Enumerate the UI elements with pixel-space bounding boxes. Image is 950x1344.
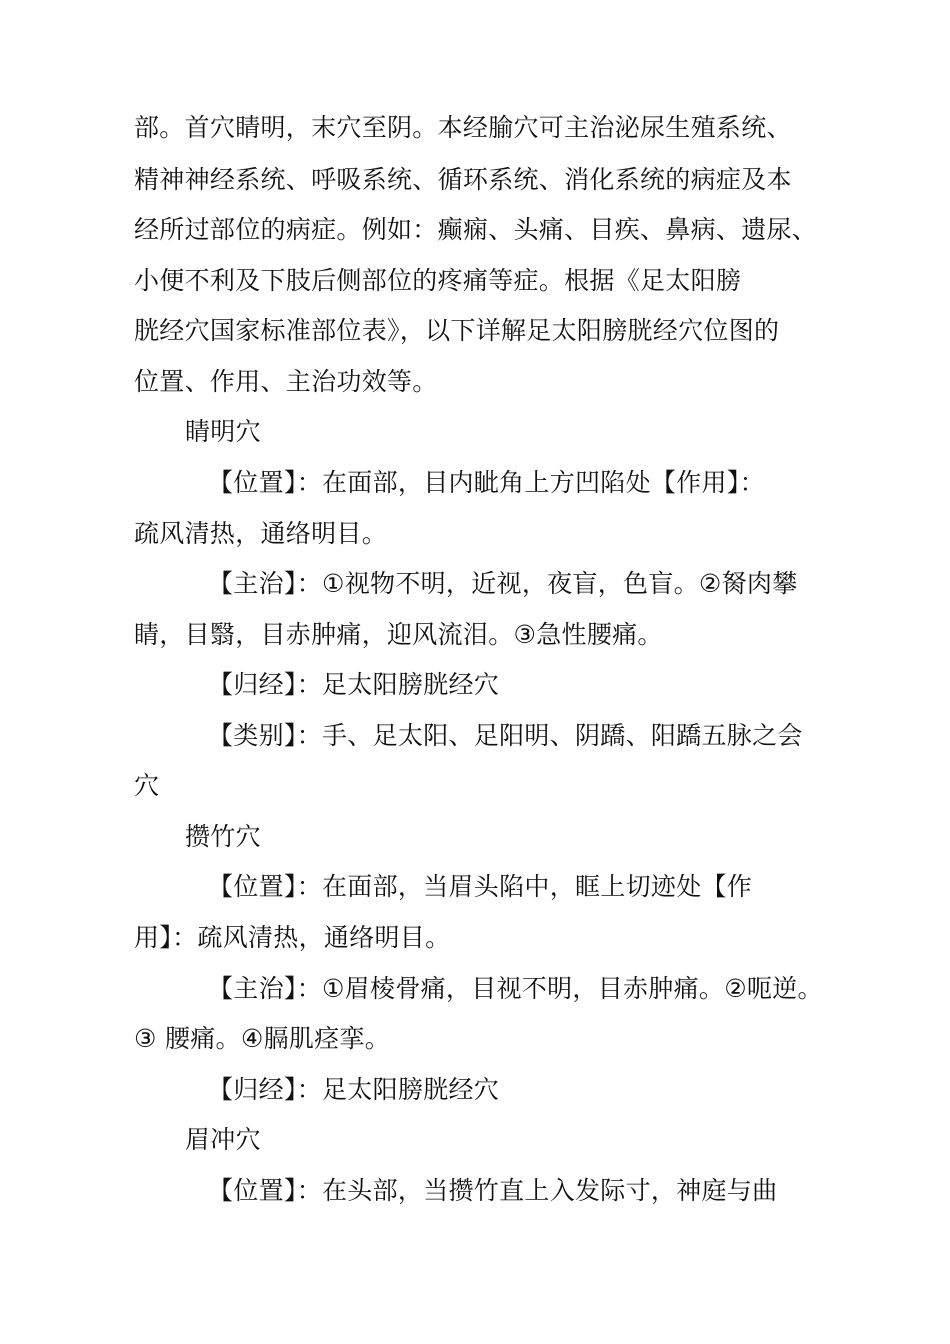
text-line: 【位置】：在头部，当攒竹直上入发际寸，神庭与曲 — [208, 1176, 778, 1205]
acupoint-heading: 眉冲穴 — [185, 1125, 261, 1154]
text-line: 【主治】：①视物不明，近视，夜盲，色盲。②胬肉攀 — [208, 569, 798, 598]
text-line: 经所过部位的病症。例如：癫痫、头痛、目疾、鼻病、遗尿、 — [134, 215, 818, 244]
text-line: 用】：疏风清热，通络明目。 — [134, 923, 451, 952]
text-line: 穴 — [134, 771, 160, 800]
text-line: 胱经穴国家标准部位表》，以下详解足太阳膀胱经穴位图的 — [134, 316, 780, 345]
text-line: 【归经】：足太阳膀胱经穴 — [208, 670, 500, 699]
text-line: 【类别】：手、足太阳、足阳明、阴蹻、阳蹻五脉之会 — [208, 721, 803, 750]
text-line: 【位置】：在面部，目内眦角上方凹陷处【作用】： — [208, 468, 765, 497]
text-line: 睛，目翳，目赤肿痛，迎风流泪。③急性腰痛。 — [134, 620, 663, 649]
text-line: 部。首穴睛明，末穴至阴。本经腧穴可主治泌尿生殖系统、 — [134, 113, 792, 142]
text-line: 【归经】：足太阳膀胱经穴 — [208, 1075, 500, 1104]
acupoint-heading: 攒竹穴 — [185, 822, 261, 851]
text-line: 小便不利及下肢后侧部位的疼痛等症。根据《足太阳膀 — [134, 266, 742, 295]
text-line: 【位置】：在面部，当眉头陷中，眶上切迹处【作 — [208, 872, 753, 901]
text-line: 位置、作用、主治功效等。 — [134, 367, 438, 396]
text-line: 精神神经系统、呼吸系统、循环系统、消化系统的病症及本 — [134, 165, 792, 194]
acupoint-heading: 睛明穴 — [185, 417, 261, 446]
text-line: 疏风清热，通络明目。 — [134, 519, 388, 548]
text-line: 【主治】：①眉棱骨痛，目视不明，目赤肿痛。②呃逆。 — [208, 974, 823, 1003]
text-line: ③ 腰痛。④膈肌痉挛。 — [134, 1024, 391, 1053]
